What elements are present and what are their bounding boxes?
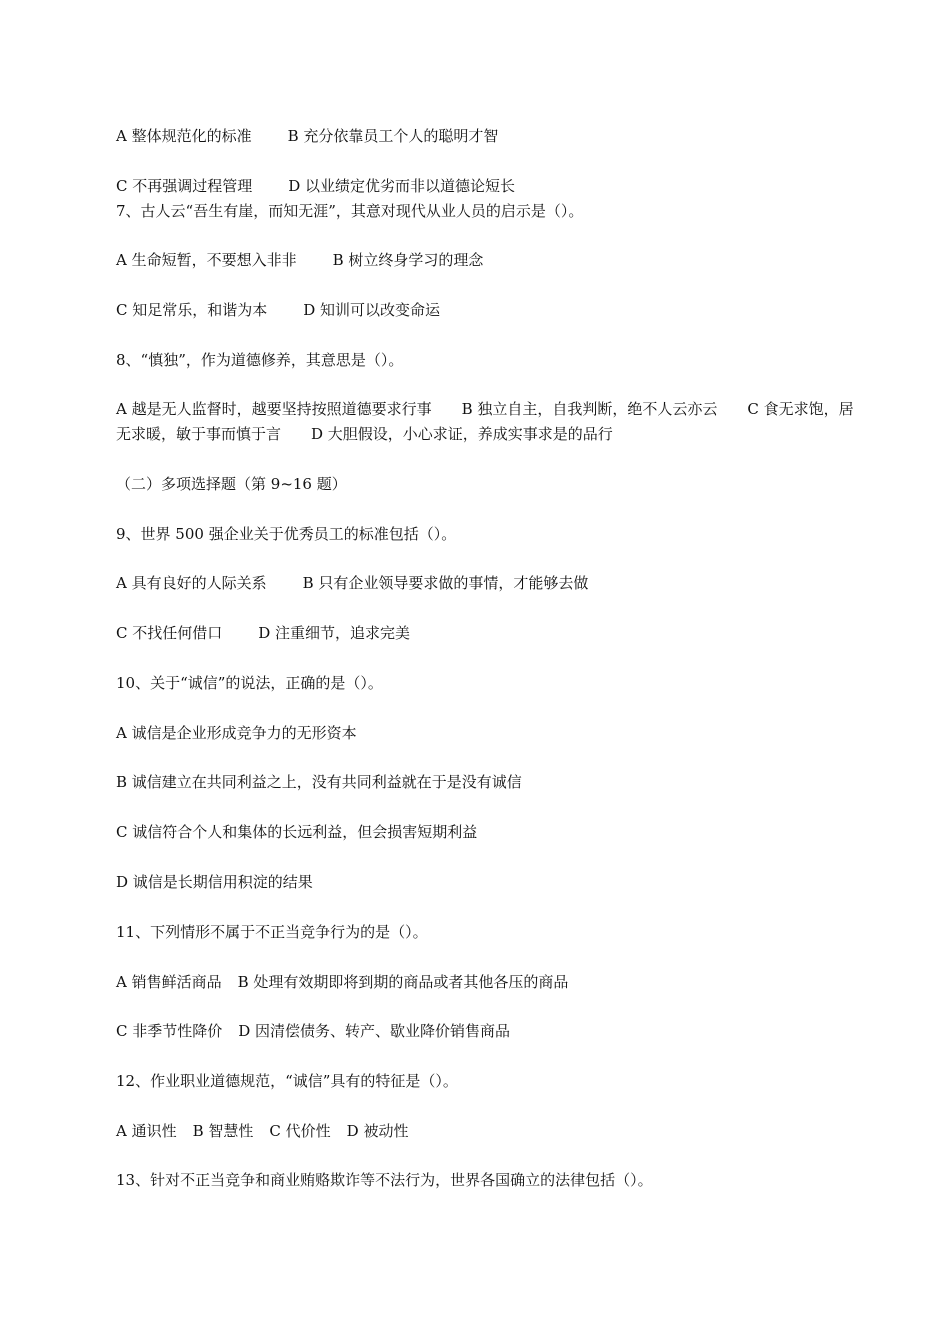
option-c: C 不再强调过程管理 [116, 177, 253, 195]
option-b: B 智慧性 [192, 1122, 254, 1140]
question-9: 9、世界 500 强企业关于优秀员工的标准包括（）。 [116, 525, 457, 543]
question-12: 12、作业职业道德规范，“诚信”具有的特征是（）。 [116, 1072, 458, 1090]
section-heading: （二）多项选择题（第 9~16 题） [116, 475, 347, 493]
option-d: D 诚信是长期信用积淀的结果 [116, 873, 313, 891]
option-c: C 知足常乐，和谐为本 [116, 301, 268, 319]
option-a: A 整体规范化的标准 [116, 127, 252, 145]
option-d: D 注重细节，追求完美 [258, 624, 411, 642]
option-line [116, 298, 860, 323]
option-b: B 处理有效期即将到期的商品或者其他各压的商品 [237, 973, 569, 991]
option-b: B 只有企业领导要求做的事情，才能够去做 [302, 574, 589, 592]
option-line [116, 248, 860, 273]
option-line [116, 1119, 860, 1144]
option-a: A 诚信是企业形成竞争力的无形资本 [116, 724, 357, 742]
question-7: 7、古人云“吾生有崖，而知无涯”，其意对现代从业人员的启示是（）。 [116, 202, 584, 220]
option-c: C 不找任何借口 [116, 624, 223, 642]
option-d: D 因清偿债务、转产、歇业降价销售商品 [238, 1022, 511, 1040]
option-line [116, 174, 860, 199]
option-d: D 被动性 [346, 1122, 409, 1140]
option-line [116, 621, 860, 646]
option-c: C 诚信符合个人和集体的长远利益，但会损害短期利益 [116, 823, 478, 841]
question-8: 8、“慎独”，作为道德修养，其意思是（）。 [116, 351, 404, 369]
question-13: 13、针对不正当竞争和商业贿赂欺诈等不法行为，世界各国确立的法律包括（）。 [116, 1171, 653, 1189]
option-b: B 诚信建立在共同利益之上，没有共同利益就在于是没有诚信 [116, 773, 522, 791]
option-d: D 知训可以改变命运 [303, 301, 441, 319]
option-c: C 代价性 [269, 1122, 331, 1140]
option-line [116, 1019, 860, 1044]
question-10: 10、关于“诚信”的说法，正确的是（）。 [116, 674, 383, 692]
option-a: A 通识性 [116, 1122, 177, 1140]
option-a: A 生命短暂，不要想入非非 [116, 251, 297, 269]
option-a: A 销售鲜活商品 [116, 973, 222, 991]
question-8-options: A 越是无人监督时，越要坚持按照道德要求行事 B 独立自主，自我判断，绝不人云亦云 C 食无求饱，居无求暖，敏于事而慎于言 D 大胆假设，小心求证，养成实事求是的品行 [116, 400, 854, 443]
option-a: A 具有良好的人际关系 [116, 574, 267, 592]
option-b: B 树立终身学习的理念 [332, 251, 484, 269]
option-line [116, 970, 860, 995]
option-b: B 充分依靠员工个人的聪明才智 [287, 127, 499, 145]
option-line [116, 571, 860, 596]
question-11: 11、下列情形不属于不正当竞争行为的是（）。 [116, 923, 428, 941]
option-line [116, 124, 860, 149]
option-c: C 非季节性降价 [116, 1022, 223, 1040]
option-d: D 以业绩定优劣而非以道德论短长 [288, 177, 516, 195]
